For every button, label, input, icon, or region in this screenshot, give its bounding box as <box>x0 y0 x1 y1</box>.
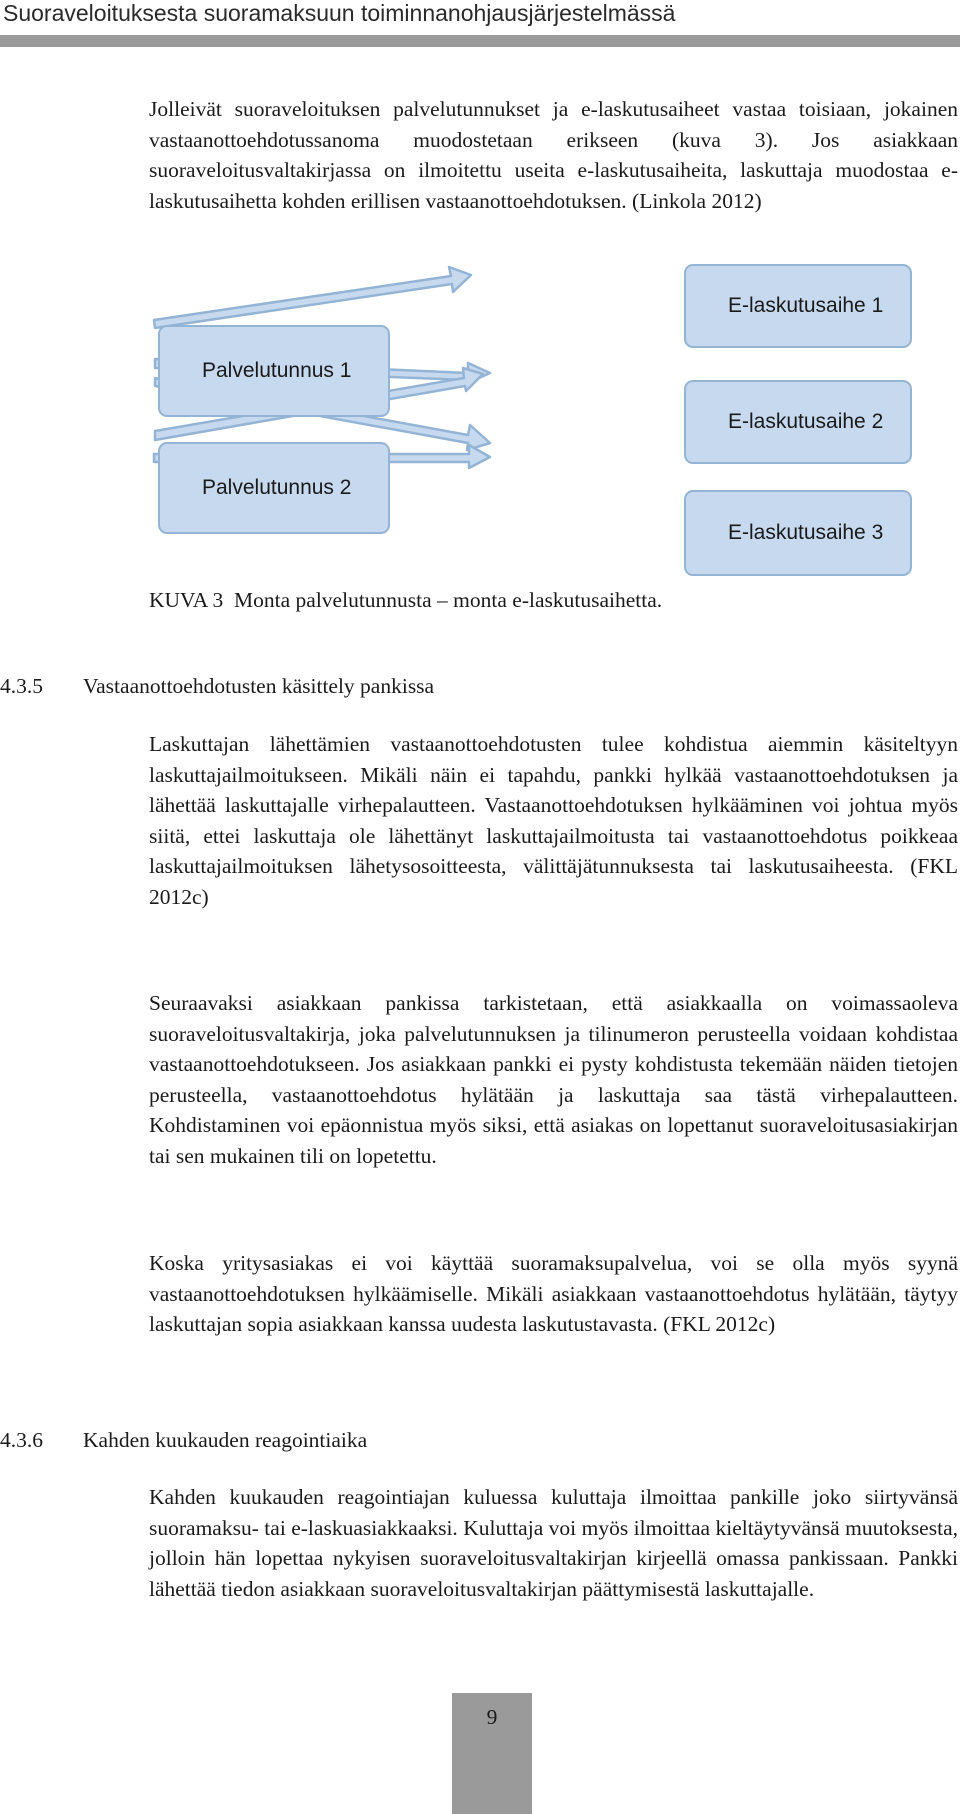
service-code-label-1: Palvelutunnus 1 <box>202 359 352 382</box>
section-4-3-5-paragraph-3: Koska yritysasiakas ei voi käyttää suoramaksupalvelua, voi se olla myös syynä vastaanottoehdotuksen hylkäämiselle. Mikäli asiakkaan vastaanottoehdotus hylätään, täytyy laskuttajan sopia asiakkaan kanssa uudesta laskutustavasta. (FKL 2012c) <box>149 1251 958 1336</box>
einvoice-topic-box-3 <box>684 490 912 576</box>
figure-caption: KUVA 3 Monta palvelutunnusta – monta e-laskutusaihetta. <box>149 588 663 612</box>
intro-paragraph: Jolleivät suoraveloituksen palvelutunnukset ja e-laskutusaiheet vastaa toisiaan, jokainen vastaanottoehdotussanoma muodostetaan erikseen (kuva 3). Jos asiakkaan suoraveloitusvaltakirjassa on ilmoitettu useita e-laskutusaiheita, laskuttaja muodostaa e-laskutusaihetta kohden erillisen vastaanottoehdotuksen. (Linkola 2012) <box>149 97 958 213</box>
service-code-label-2: Palvelutunnus 2 <box>202 476 352 499</box>
section-number: 4.3.5 <box>0 674 43 698</box>
section-4-3-5-paragraph-2: Seuraavaksi asiakkaan pankissa tarkistetaan, että asiakkaalla on voimassaoleva suoraveloitusvaltakirja, joka palvelutunnuksen ja tilinumeron perusteella voidaan kohdistaa vastaanottoehdotukseen. Jos asiakkaan pankki ei pysty kohdistusta tekemään näiden tietojen perusteella, vastaanottoehdotus hylätään ja laskuttaja saa tästä virhepalautteen. Kohdistaminen voi epäonnistua myös siksi, että asiakas on lopettanut suoraveloitusasiakirjan tai sen mukainen tili on lopetettu. <box>149 991 958 1168</box>
arrow-1 <box>154 267 471 328</box>
section-title: Kahden kuukauden reagointiaika <box>83 1428 368 1452</box>
einvoice-topic-label-1: E-laskutusaihe 1 <box>728 294 884 317</box>
section-4-3-6-paragraph-1: Kahden kuukauden reagointiajan kuluessa kuluttaja ilmoittaa pankille joko siirtyvänsä suoramaksu- tai e-laskuasiakkaaksi. Kuluttaja voi myös ilmoittaa kieltäytyvänsä muutoksesta, jolloin hän lopettaa nykyisen suoraveloitusvaltakirjan kirjeellä omassa pankissaan. Pankki lähettää tiedon asiakkaan suoraveloitusvaltakirjan päättymisestä laskuttajalle. <box>149 1485 958 1601</box>
einvoice-topic-label-3: E-laskutusaihe 3 <box>728 521 884 544</box>
section-number: 4.3.6 <box>0 1428 43 1452</box>
page-number-box <box>452 1693 532 1814</box>
service-code-box-1 <box>158 325 390 417</box>
page-header <box>0 0 960 50</box>
einvoice-topic-label-2: E-laskutusaihe 2 <box>728 410 884 433</box>
section-title: Vastaanottoehdotusten käsittely pankissa <box>83 674 435 698</box>
einvoice-topic-box-2 <box>684 380 912 464</box>
document-title: Suoraveloituksesta suoramaksuun toiminnanohjausjärjestelmässä <box>3 0 676 26</box>
figure-3-diagram <box>150 258 930 558</box>
header-divider-bar <box>0 35 960 47</box>
page-number: 9 <box>486 1705 498 1729</box>
section-4-3-5-paragraph-1: Laskuttajan lähettämien vastaanottoehdotusten tulee kohdistua aiemmin käsiteltyyn laskuttajailmoitukseen. Mikäli näin ei tapahdu, pankki hylkää vastaanottoehdotuksen ja lähettää laskuttajalle virhepalautteen. Vastaanottoehdotuksen hylkääminen voi johtua myös siitä, ettei laskuttaja ole lähettänyt laskuttajailmoitusta tai vastaanottoehdotus poikkeaa laskuttajailmoituksen lähetysosoitteesta, välittäjätunnuksesta tai laskutusaiheesta. (FKL 2012c) <box>149 732 958 909</box>
service-code-box-2 <box>158 442 390 534</box>
einvoice-topic-box-1 <box>684 264 912 348</box>
